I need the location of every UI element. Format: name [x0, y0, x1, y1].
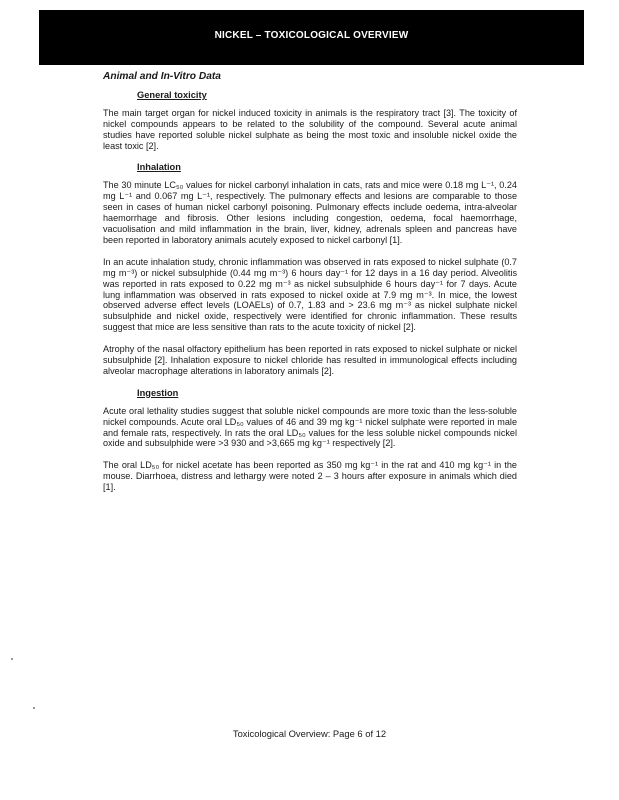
scan-speck	[33, 707, 35, 709]
paragraph-ingestion-1: Acute oral lethality studies suggest that soluble nickel compounds are more toxic than the less-soluble nickel compounds. Acute oral LD₅₀ values of 46 and 39 mg kg⁻¹ nickel sulphate were reported in male and female rats, respectively. In rats the oral LD₅₀ values for the less soluble nickel compounds nickel oxide and subsulphide were >3 930 and >3,665 mg kg⁻¹ respectively [2].	[103, 405, 517, 449]
subheading-ingestion: Ingestion	[137, 387, 179, 398]
paragraph-inhalation-1: The 30 minute LC₅₀ values for nickel carbonyl inhalation in cats, rats and mice were 0.18 mg L⁻¹, 0.24 mg L⁻¹ and 0.067 mg L⁻¹, respectively. The pulmonary effects and lesions are comparable to those seen in cases of human nickel carbonyl poisoning. Pulmonary effects include oedema, intra-alveolar haemorrhage and fibrosis. Other lesions including congestion, oedema, focal haemorrhage, vacuolisation and mild inflammation in the brain, liver, kidney, adrenals spleen and pancreas have been reported in laboratory animals acutely exposed to nickel carbonyl [1].	[103, 180, 517, 245]
header-bar	[39, 10, 584, 65]
paragraph-inhalation-3: Atrophy of the nasal olfactory epithelium has been reported in rats exposed to nickel sulphate or nickel subsulphide [2]. Inhalation exposure to nickel chloride has resulted in immunological effects including alveolar macrophage alterations in laboratory animals [2].	[103, 344, 517, 376]
paragraph-ingestion-2: The oral LD₅₀ for nickel acetate has been reported as 350 mg kg⁻¹ in the rat and 410 mg kg⁻¹ in the mouse. Diarrhoea, distress and lethargy were noted 2 – 3 hours after exposure in animals which died [1].	[103, 460, 517, 493]
subheading-inhalation: Inhalation	[137, 162, 181, 173]
page-footer: Toxicological Overview: Page 6 of 12	[232, 728, 387, 739]
paragraph-inhalation-2: In an acute inhalation study, chronic inflammation was observed in rats exposed to nickel sulphate (0.7 mg m⁻³) or nickel subsulphide (0.44 mg m⁻³) 6 hours day⁻¹ for 12 days in a 16 day period. Alveolitis was reported in rats exposed to 0.22 mg m⁻³ as nickel subsulphide 6 hours day⁻¹ for 7 days. Acute lung inflammation was observed in rats exposed to nickel oxide at 7.9 mg m⁻³. In mice, the lowest observed adverse effect levels (LOAELs) of 0.7, 1.83 and > 23.6 mg m⁻³ as nickel sulphate nickel subsulphide and nickel oxide, respectively were identified for chronic inflammation. These results suggest that mice are less sensitive than rats to the acute toxicity of nickel [2].	[103, 256, 517, 333]
page-header-title: NICKEL – TOXICOLOGICAL OVERVIEW	[214, 30, 409, 41]
scan-speck	[11, 658, 13, 660]
section-title: Animal and In-Vitro Data	[103, 71, 221, 82]
page-content	[103, 72, 517, 504]
paragraph-general-toxicity: The main target organ for nickel induced toxicity in animals is the respiratory tract [3]. The toxicity of nickel compounds appears to be related to the solubility of the compound. Several acute animal studies have reported soluble nickel sulphate as being the most toxic and insoluble nickel oxide the least toxic [2].	[103, 107, 517, 151]
subheading-general-toxicity: General toxicity	[137, 89, 207, 100]
